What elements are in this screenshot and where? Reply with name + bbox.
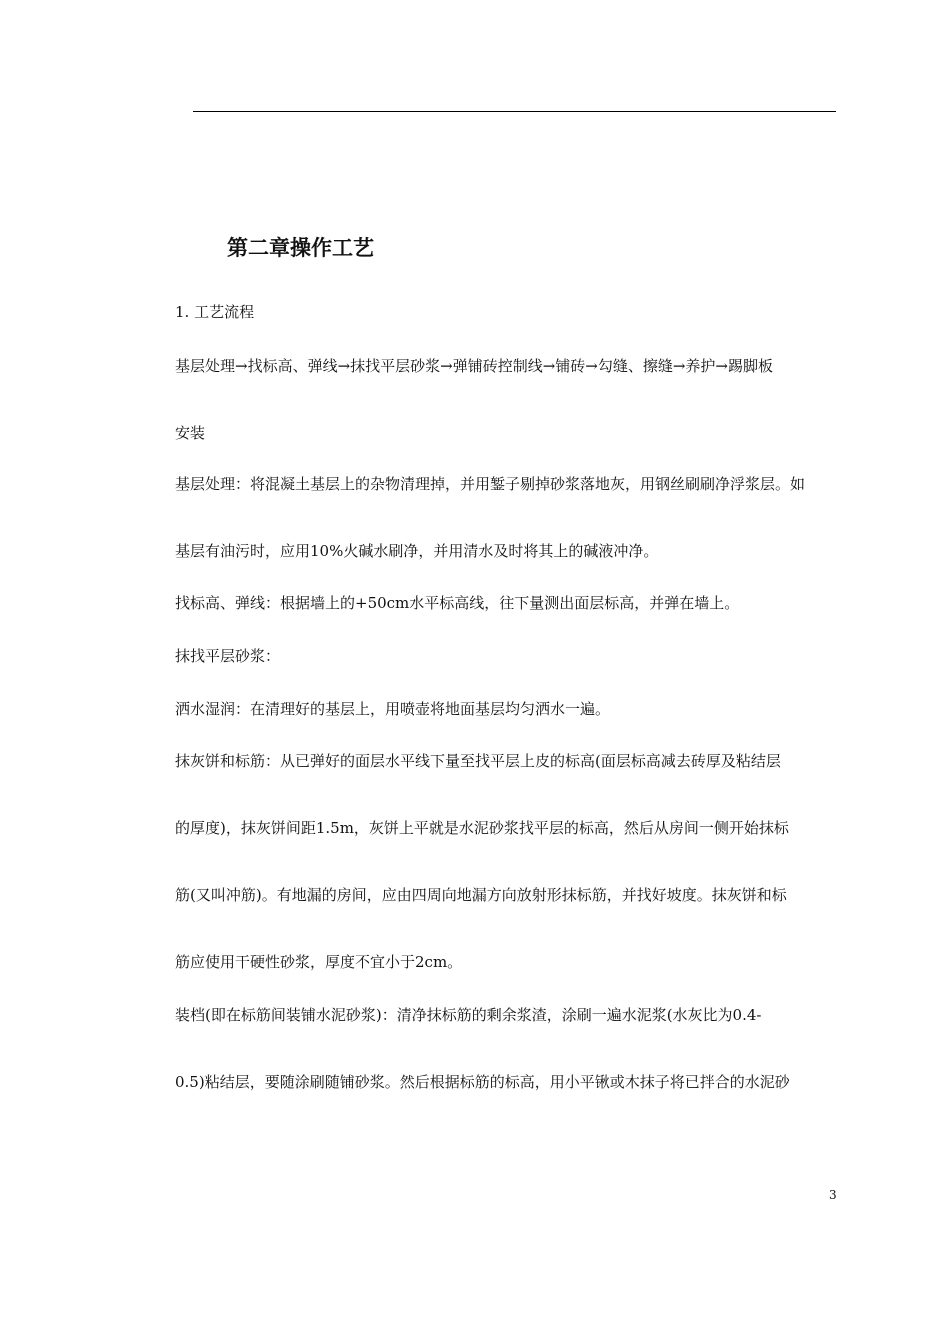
paragraph-line: 基层处理→找标高、弹线→抹找平层砂浆→弹铺砖控制线→铺砖→勾缝、擦缝→养护→踢脚板 [175,357,773,375]
header-rule [193,111,836,112]
chapter-title: 第二章操作工艺 [227,236,374,260]
paragraph-line: 基层有油污时，应用10%火碱水刷净，并用清水及时将其上的碱液冲净。 [175,542,659,560]
paragraph-line: 基层处理：将混凝土基层上的杂物清理掉，并用錾子剔掉砂浆落地灰，用钢丝刷刷净浮浆层。如 [175,475,806,493]
paragraph-line: 洒水湿润：在清理好的基层上，用喷壶将地面基层均匀洒水一遍。 [175,700,611,718]
paragraph-line: 的厚度)，抹灰饼间距1.5m，灰饼上平就是水泥砂浆找平层的标高，然后从房间一侧开始抹标 [175,819,789,837]
paragraph-line: 抹灰饼和标筋：从已弹好的面层水平线下量至找平层上皮的标高(面层标高减去砖厚及粘结层 [175,752,781,770]
paragraph-line: 抹找平层砂浆： [175,647,281,665]
page-number: 3 [829,1188,837,1202]
section-heading: 1. 工艺流程 [175,303,255,321]
paragraph-line: 0.5)粘结层，要随涂刷随铺砂浆。然后根据标筋的标高，用小平锹或木抹子将已拌合的水泥砂 [175,1073,790,1091]
paragraph-line: 筋(又叫冲筋)。有地漏的房间，应由四周向地漏方向放射形抹标筋，并找好坡度。抹灰饼和标 [175,886,787,904]
paragraph-line: 找标高、弹线：根据墙上的+50cm水平标高线，往下量测出面层标高，并弹在墙上。 [175,594,740,612]
paragraph-line: 装档(即在标筋间装铺水泥砂浆)：清净抹标筋的剩余浆渣，涂刷一遍水泥浆(水灰比为0.4- [175,1006,762,1024]
paragraph-line: 安装 [175,424,206,442]
paragraph-line: 筋应使用干硬性砂浆，厚度不宜小于2cm。 [175,953,463,971]
